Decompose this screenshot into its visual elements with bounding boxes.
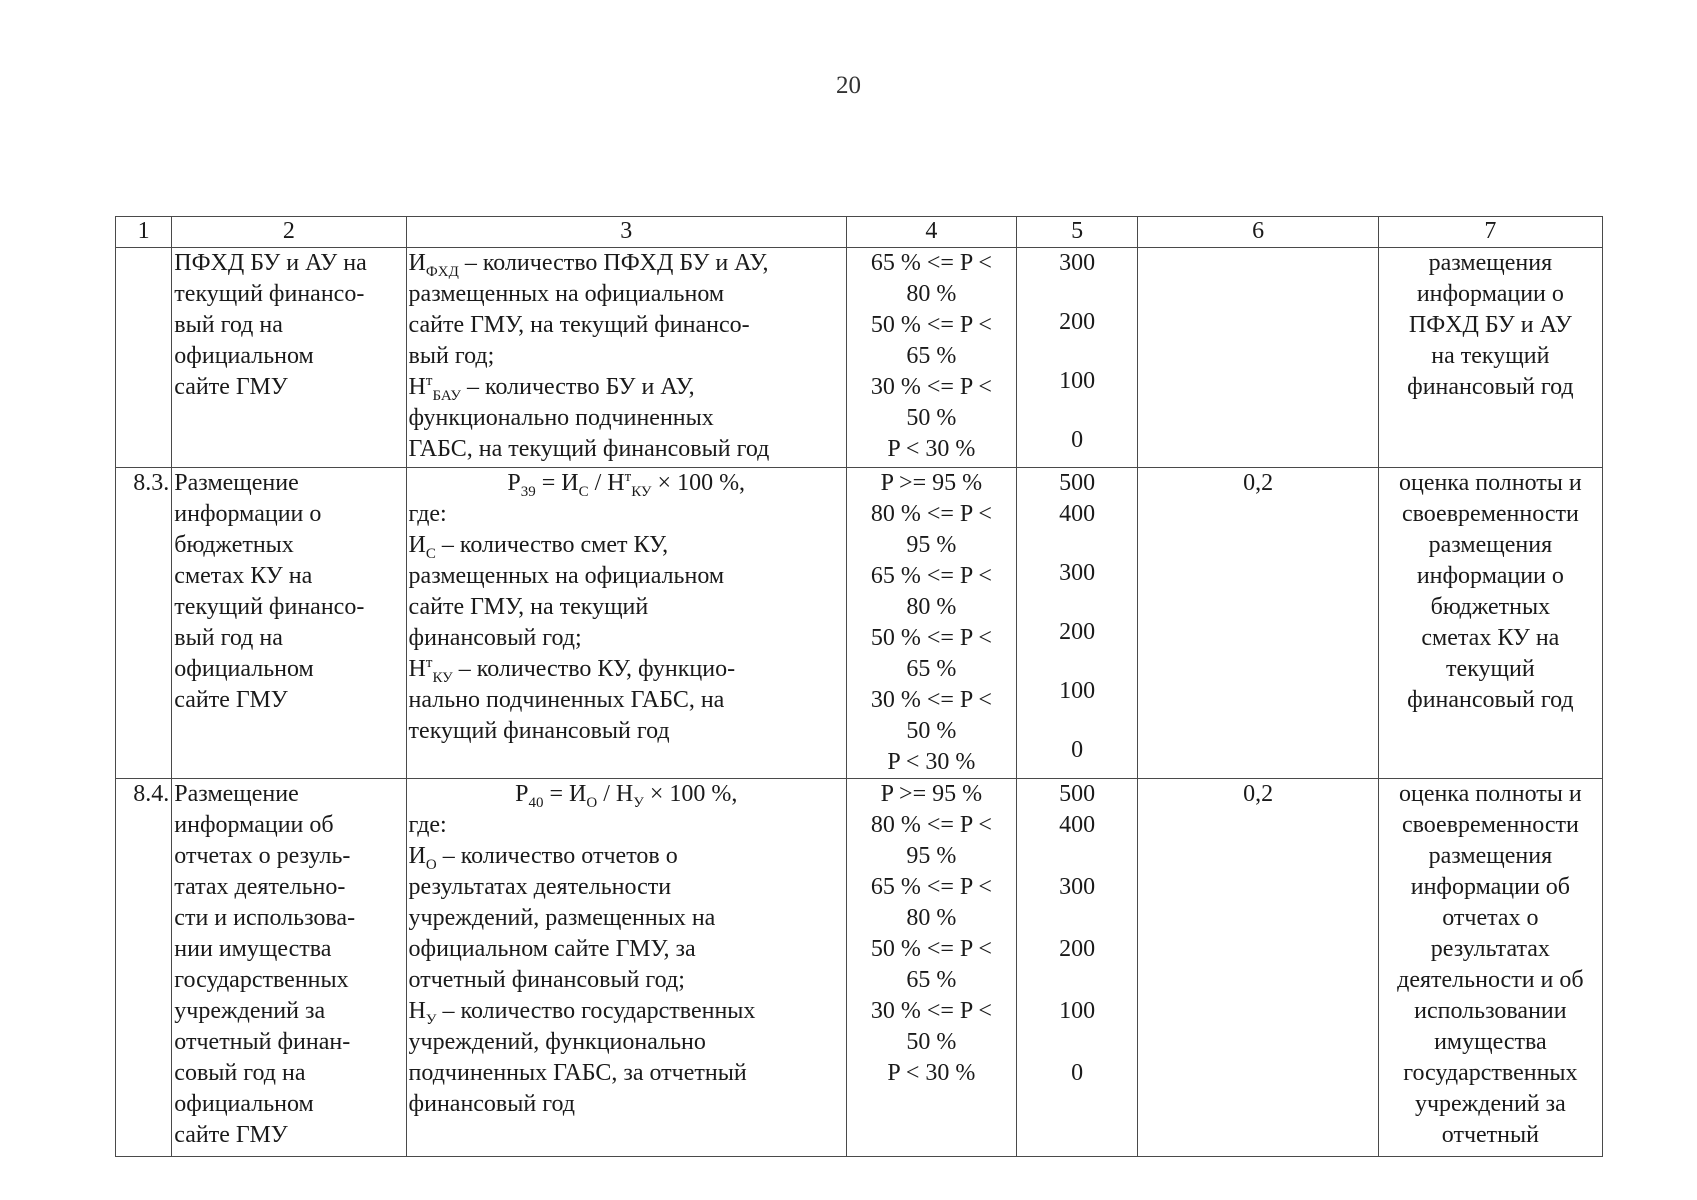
text-line: официальном — [174, 343, 314, 369]
text-line: отчетный финан- — [174, 1029, 351, 1055]
text-line: сти и использова- — [174, 905, 356, 931]
score-value: 0 — [1071, 737, 1084, 763]
formula-line: $Н^т_{КУ}$ – количество КУ, функцио- — [408, 655, 736, 686]
row-number: 8.4. — [116, 779, 172, 1157]
text-line: имущества — [1434, 1029, 1547, 1055]
threshold-line: 95 % — [906, 843, 957, 869]
text-line: ПФХД БУ и АУ — [1408, 312, 1572, 338]
text-line: нии имущества — [174, 936, 332, 962]
threshold-line: 50 % <= P < — [870, 936, 992, 962]
formula-line: где: — [408, 501, 447, 527]
text-line: официальном — [174, 656, 314, 682]
threshold-cell — [846, 779, 1016, 1157]
text-line: своевременности — [1401, 501, 1579, 527]
indicator-name — [172, 779, 406, 1157]
formula-line: отчетный финансовый год; — [408, 967, 685, 993]
score-value: 200 — [1059, 936, 1096, 962]
text-line: использовании — [1414, 998, 1567, 1024]
text-line: информации об — [174, 812, 334, 838]
row-number: 8.3. — [116, 468, 172, 779]
formula-line: функционально подчиненных — [408, 405, 714, 431]
threshold-line: P >= 95 % — [880, 781, 983, 807]
threshold-line: 95 % — [906, 532, 957, 558]
weight-cell — [1138, 248, 1378, 468]
formula-line: $Н_У$ – количество государственных — [408, 998, 756, 1028]
threshold-line: 30 % <= P < — [870, 374, 992, 400]
threshold-cell — [846, 468, 1016, 779]
text-line: своевременности — [1401, 812, 1579, 838]
formula-line: ГАБС, на текущий финансовый год — [408, 436, 770, 462]
header-cell: 5 — [1016, 217, 1138, 248]
header-cell: 1 — [116, 217, 172, 248]
text-line: бюджетных — [174, 532, 294, 558]
formula-line: текущий финансовый год — [408, 718, 670, 744]
text-line: информации о — [1416, 281, 1564, 307]
table-row — [116, 248, 1603, 468]
header-cell: 2 — [172, 217, 406, 248]
threshold-line: 50 % — [906, 405, 957, 431]
text-line: на текущий — [1431, 343, 1550, 369]
formula-line: размещенных на официальном — [408, 281, 725, 307]
threshold-line: 50 % — [906, 1029, 957, 1055]
text-line: отчетный — [1441, 1122, 1539, 1148]
threshold-line: 80 % — [906, 594, 957, 620]
weight-cell: 0,2 — [1138, 468, 1378, 779]
formula-line: сайте ГМУ, на текущий финансо- — [408, 312, 750, 338]
text-line: финансовый год — [1407, 687, 1574, 713]
threshold-line: 80 % — [906, 905, 957, 931]
threshold-line: P >= 95 % — [880, 470, 983, 496]
formula-line: где: — [408, 812, 447, 838]
threshold-line: 50 % <= P < — [870, 312, 992, 338]
formula-line: подчиненных ГАБС, за отчетный — [408, 1060, 747, 1086]
formula-cell — [406, 468, 846, 779]
text-line: информации о — [174, 501, 322, 527]
text-line: сайте ГМУ — [174, 1122, 288, 1148]
formula-line: $Н^т_{БАУ}$ – количество БУ и АУ, — [408, 373, 695, 404]
text-line: размещения — [1428, 250, 1553, 276]
score-value: 500 — [1059, 470, 1096, 496]
threshold-line: P < 30 % — [887, 749, 976, 775]
text-line: размещения — [1428, 532, 1553, 558]
text-line: государственных — [1403, 1060, 1578, 1086]
text-line: вый год на — [174, 312, 283, 338]
formula-line: вый год; — [408, 343, 495, 369]
description-cell — [1378, 248, 1602, 468]
criteria-table — [115, 216, 1603, 1157]
text-line: государственных — [174, 967, 349, 993]
text-line: информации о — [1416, 563, 1564, 589]
text-line: результатах — [1430, 936, 1550, 962]
text-line: учреждений за — [174, 998, 326, 1024]
table-row — [116, 779, 1603, 1157]
threshold-line: 80 % <= P < — [870, 812, 992, 838]
score-value: 300 — [1059, 874, 1096, 900]
score-value: 300 — [1059, 250, 1096, 276]
threshold-line: 65 % <= P < — [870, 250, 992, 276]
formula-line: финансовый год — [408, 1091, 575, 1117]
text-line: сметах КУ на — [1421, 625, 1560, 651]
score-cell — [1016, 248, 1138, 468]
text-line: отчетах о — [1442, 905, 1539, 931]
header-cell: 4 — [846, 217, 1016, 248]
score-value: 100 — [1059, 678, 1096, 704]
formula-line: официальном сайте ГМУ, за — [408, 936, 696, 962]
threshold-line: 65 % — [906, 967, 957, 993]
text-line: сайте ГМУ — [174, 374, 288, 400]
formula-line: нально подчиненных ГАБС, на — [408, 687, 725, 713]
text-line: вый год на — [174, 625, 283, 651]
threshold-line: 30 % <= P < — [870, 687, 992, 713]
threshold-cell — [846, 248, 1016, 468]
score-value: 100 — [1059, 998, 1096, 1024]
score-cell — [1016, 779, 1138, 1157]
indicator-name — [172, 468, 406, 779]
description-cell — [1378, 779, 1602, 1157]
score-value: 200 — [1059, 309, 1096, 335]
text-line: учреждений за — [1414, 1091, 1566, 1117]
score-value: 0 — [1071, 1060, 1084, 1086]
formula-line: учреждений, функционально — [408, 1029, 706, 1055]
text-line: совый год на — [174, 1060, 306, 1086]
formula-main: $P_{40} = И_О / Н_У \times 100$ %, — [515, 781, 738, 811]
header-cell: 7 — [1378, 217, 1602, 248]
formula-line: финансовый год; — [408, 625, 582, 651]
threshold-line: 50 % — [906, 718, 957, 744]
formula-line: $И_С$ – количество смет КУ, — [408, 532, 669, 562]
formula-line: результатах деятельности — [408, 874, 672, 900]
threshold-line: 80 % <= P < — [870, 501, 992, 527]
text-line: информации об — [1410, 874, 1571, 900]
description-cell — [1378, 468, 1602, 779]
text-line: Размещение — [174, 781, 299, 807]
text-line: размещения — [1428, 843, 1553, 869]
score-value: 300 — [1059, 560, 1096, 586]
text-line: Размещение — [174, 470, 299, 496]
formula-line: $И_О$ – количество отчетов о — [408, 843, 678, 873]
threshold-line: 65 % — [906, 656, 957, 682]
threshold-line: 65 % <= P < — [870, 874, 992, 900]
threshold-line: 65 % <= P < — [870, 563, 992, 589]
page-number: 20 — [836, 72, 861, 99]
text-line: оценка полноты и — [1398, 470, 1582, 496]
header-cell: 3 — [406, 217, 846, 248]
threshold-line: 30 % <= P < — [870, 998, 992, 1024]
threshold-line: 65 % — [906, 343, 957, 369]
text-line: текущий финансо- — [174, 594, 365, 620]
text-line: отчетах о резуль- — [174, 843, 351, 869]
score-value: 500 — [1059, 781, 1096, 807]
formula-main: $P_{39} = И_С / Н^т_{КУ} \times 100$ %, — [507, 469, 746, 500]
table-row — [116, 468, 1603, 779]
formula-line: размещенных на официальном — [408, 563, 725, 589]
text-line: бюджетных — [1430, 594, 1551, 620]
formula-line: сайте ГМУ, на текущий — [408, 594, 649, 620]
score-cell — [1016, 468, 1138, 779]
text-line: финансовый год — [1407, 374, 1574, 400]
text-line: официальном — [174, 1091, 314, 1117]
threshold-line: 80 % — [906, 281, 957, 307]
score-value: 200 — [1059, 619, 1096, 645]
text-line: деятельности и об — [1397, 967, 1584, 993]
threshold-line: P < 30 % — [887, 436, 976, 462]
score-value: 0 — [1071, 427, 1084, 453]
text-line: текущий — [1446, 656, 1535, 682]
row-number — [116, 248, 172, 468]
text-line: текущий финансо- — [174, 281, 365, 307]
table-header-row — [116, 217, 1603, 248]
weight-cell: 0,2 — [1138, 779, 1378, 1157]
threshold-line: 50 % <= P < — [870, 625, 992, 651]
threshold-line: P < 30 % — [887, 1060, 976, 1086]
formula-line: $И_{ФХД}$ – количество ПФХД БУ и АУ, — [408, 250, 769, 280]
score-value: 400 — [1059, 812, 1096, 838]
formula-cell — [406, 248, 846, 468]
header-cell: 6 — [1138, 217, 1378, 248]
text-line: оценка полноты и — [1398, 781, 1582, 807]
indicator-name — [172, 248, 406, 468]
formula-cell — [406, 779, 846, 1157]
score-value: 400 — [1059, 501, 1096, 527]
formula-line: учреждений, размещенных на — [408, 905, 716, 931]
text-line: ПФХД БУ и АУ на — [174, 250, 367, 276]
score-value: 100 — [1059, 368, 1096, 394]
text-line: сайте ГМУ — [174, 687, 288, 713]
text-line: татах деятельно- — [174, 874, 346, 900]
text-line: сметах КУ на — [174, 563, 313, 589]
